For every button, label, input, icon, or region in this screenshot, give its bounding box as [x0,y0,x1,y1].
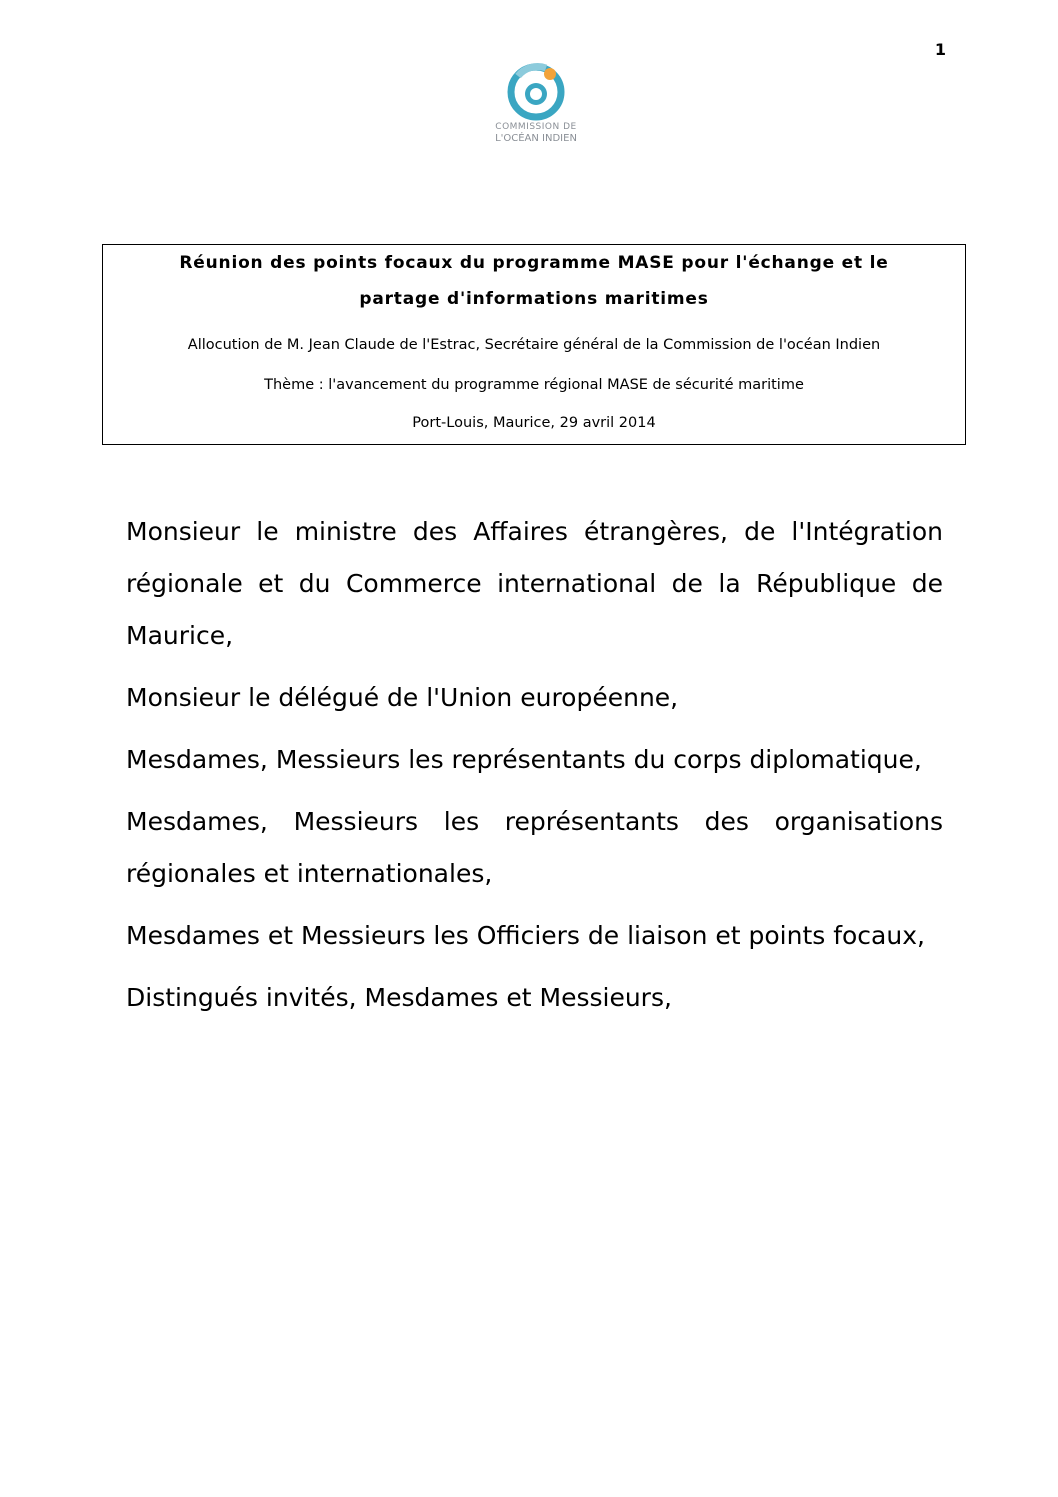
logo-text-line1: COMMISSION DE [495,122,577,132]
place-date-line: Port-Louis, Maurice, 29 avril 2014 [412,415,656,431]
salutation-guests: Distingués invités, Mesdames et Messieurs, [126,983,672,1012]
allocution-line: Allocution de M. Jean Claude de l'Estrac, Secrétaire général de la Commission de l'océan Indien [187,337,881,353]
title-line-1: Réunion des points focaux du programme MASE pour l'échange et le [179,253,889,273]
salutation-eu-delegate: Monsieur le délégué de l'Union européenne, [126,683,679,712]
theme-line: Thème : l'avancement du programme régional MASE de sécurité maritime [264,377,804,393]
coi-emblem-icon [506,60,566,122]
coi-logo [470,60,602,162]
title-line-2: partage d'informations maritimes [359,289,709,309]
speech-header-box [102,244,966,445]
page-number: 1 [934,40,946,59]
salutations [126,506,943,1034]
salutation-diplomatic-corps: Mesdames, Messieurs les représentants du corps diplomatique, [126,745,922,774]
salutation-liaison-officers: Mesdames et Messieurs les Officiers de liaison et points focaux, [126,921,925,950]
salutation-minister: Monsieur le ministre des Affaires étrangères, de l'Intégration régionale et du Commerce international de la République de Maurice, [126,517,943,650]
salutation-organisations: Mesdames, Messieurs les représentants des organisations régionales et internationales, [126,807,943,888]
logo-text-line2: L'OCÉAN INDIEN [495,133,577,144]
